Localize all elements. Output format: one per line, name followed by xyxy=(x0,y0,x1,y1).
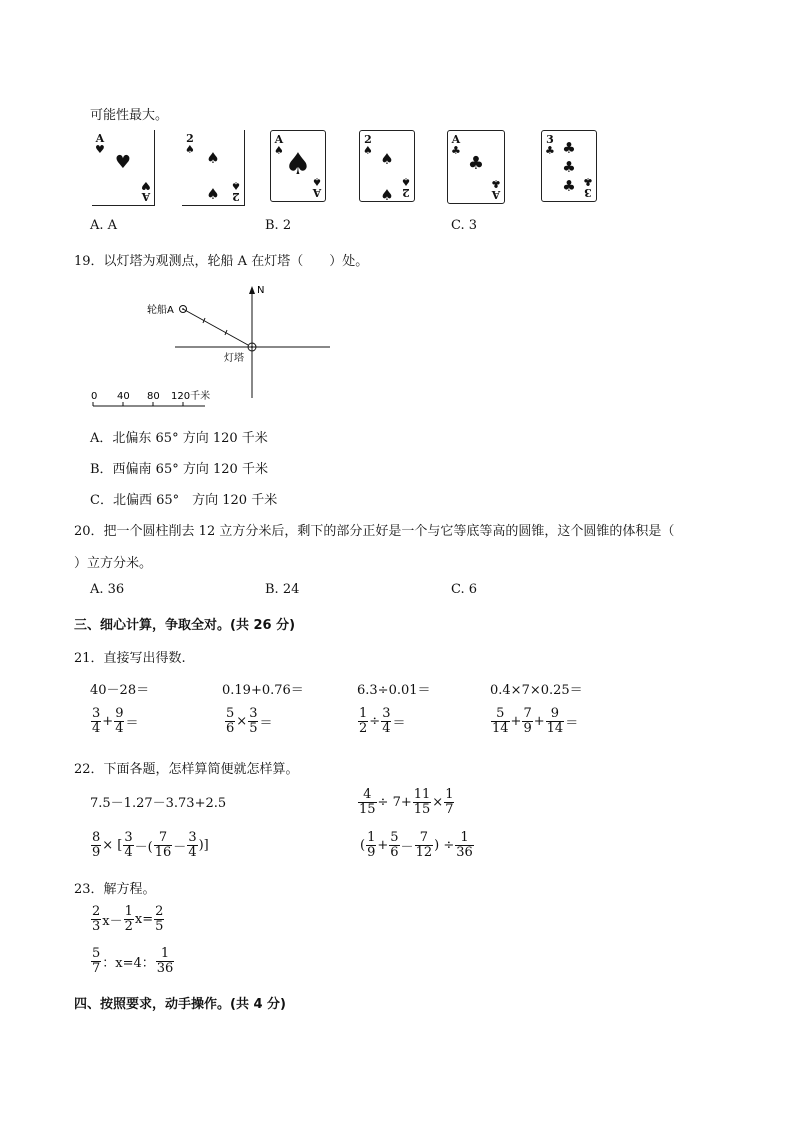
card-suit-icon: ♣ xyxy=(467,153,485,174)
compass-diagram xyxy=(85,278,345,408)
q21-item-5: $\frac{3}{4}$ + $\frac{9}{4}$ ＝ xyxy=(92,706,139,736)
playing-card xyxy=(447,130,505,204)
q20-option-c[interactable]: C. 6 xyxy=(451,582,478,597)
q21-item-6: $\frac{5}{6}$ × $\frac{3}{5}$ ＝ xyxy=(226,706,273,736)
q22-expr-1: 7.5－1.27－3.73+2.5 xyxy=(90,796,227,811)
card-suit-icon: ♥ xyxy=(114,152,132,173)
playing-card xyxy=(270,130,326,202)
card-corner-rank: A ♣ xyxy=(451,133,461,157)
q19-option-a[interactable]: A．北偏东 65° 方向 120 千米 xyxy=(90,431,268,446)
playing-card xyxy=(92,130,155,206)
north-label: N xyxy=(257,285,265,296)
playing-card xyxy=(541,130,597,202)
card-corner-rank: A ♠ xyxy=(312,175,322,199)
q18-tail: 可能性最大。 xyxy=(90,108,169,123)
card-suit-icon: ♣ ♣ ♣ xyxy=(562,139,576,195)
card-corner-rank: 3 ♣ xyxy=(583,175,593,199)
q20-option-a[interactable]: A. 36 xyxy=(90,582,125,597)
scale-40: 40 xyxy=(117,391,130,402)
card-corner-rank: A ♥ xyxy=(95,132,105,156)
q19-option-b[interactable]: B．西偏南 65° 方向 120 千米 xyxy=(90,462,268,477)
q21-item-8: $\frac{5}{14}$ + $\frac{7}{9}$ + $\frac{9}{14}$ ＝ xyxy=(492,706,579,736)
q19-option-c[interactable]: C．北偏西 65° 方向 120 千米 xyxy=(90,493,278,508)
card-suit-icon: ♠ ♠ xyxy=(380,150,394,204)
card-corner-rank: A ♣ xyxy=(491,177,501,201)
q23-equation-1: $\frac{2}{3}$ x－ $\frac{1}{2}$ x= $\frac{2}{5}$ xyxy=(92,904,164,934)
scale-120: 120千米 xyxy=(171,391,211,402)
q18-option-b[interactable]: B. 2 xyxy=(265,218,292,233)
lighthouse-label: 灯塔 xyxy=(224,353,244,364)
card-corner-rank: 2 ♠ xyxy=(185,132,195,156)
q21-item-1: 40－28＝ xyxy=(90,683,150,698)
card-corner-rank: 3 ♣ xyxy=(545,133,555,157)
q22-expr-2: $\frac{4}{15}$ ÷ 7+ $\frac{11}{15}$ × $\frac{1}{7}$ xyxy=(359,787,454,817)
q20-question-line1: 20．把一个圆柱削去 12 立方分米后，剩下的部分正好是一个与它等底等高的圆锥，这个圆锥的体积是（ xyxy=(74,524,675,539)
q21-title: 21．直接写出得数. xyxy=(74,651,186,666)
q22-expr-4: ( $\frac{1}{9}$ + $\frac{5}{6}$ － $\frac{7}{12}$ ) ÷ $\frac{1}{36}$ xyxy=(360,830,473,860)
q18-option-a[interactable]: A. A xyxy=(90,218,118,233)
card-corner-rank: 2 ♠ xyxy=(401,175,411,199)
q22-title: 22．下面各题，怎样算简便就怎样算。 xyxy=(74,762,299,777)
card-suit-icon: ♠ ♠ xyxy=(206,149,220,203)
playing-card xyxy=(359,130,415,202)
q20-option-b[interactable]: B. 24 xyxy=(265,582,300,597)
section-3-heading: 三、细心计算，争取全对。(共 26 分) xyxy=(74,618,296,633)
q21-item-3: 6.3÷0.01＝ xyxy=(357,683,431,698)
card-suit-icon: ♠ xyxy=(284,147,312,182)
bearing-line xyxy=(183,309,248,345)
q18-option-c[interactable]: C. 3 xyxy=(451,218,478,233)
q21-item-2: 0.19+0.76＝ xyxy=(222,683,304,698)
card-corner-rank: 2 ♠ xyxy=(231,179,241,203)
ship-label: 轮船A xyxy=(147,305,174,316)
q21-item-7: $\frac{1}{2}$ ÷ $\frac{3}{4}$ ＝ xyxy=(359,706,406,736)
card-corner-rank: A ♥ xyxy=(141,179,151,203)
playing-card xyxy=(182,130,245,206)
scale-0: 0 xyxy=(91,391,98,402)
q23-equation-2: $\frac{5}{7}$ ：x=4： $\frac{1}{36}$ xyxy=(92,946,174,976)
north-arrow-icon xyxy=(249,286,255,294)
card-corner-rank: 2 ♠ xyxy=(363,133,373,157)
q20-question-line2: ）立方分米。 xyxy=(74,556,153,571)
q22-expr-3: $\frac{8}{9}$ × [ $\frac{3}{4}$ －( $\frac{7}{16}$ － $\frac{3}{4}$ )] xyxy=(92,830,209,860)
q21-item-4: 0.4×7×0.25＝ xyxy=(490,683,583,698)
q19-question: 19．以灯塔为观测点，轮船 A 在灯塔（ ）处。 xyxy=(74,254,369,269)
card-corner-rank: A ♠ xyxy=(274,133,284,157)
section-4-heading: 四、按照要求，动手操作。(共 4 分) xyxy=(74,997,286,1012)
q23-title: 23．解方程。 xyxy=(74,882,156,897)
scale-80: 80 xyxy=(147,391,160,402)
